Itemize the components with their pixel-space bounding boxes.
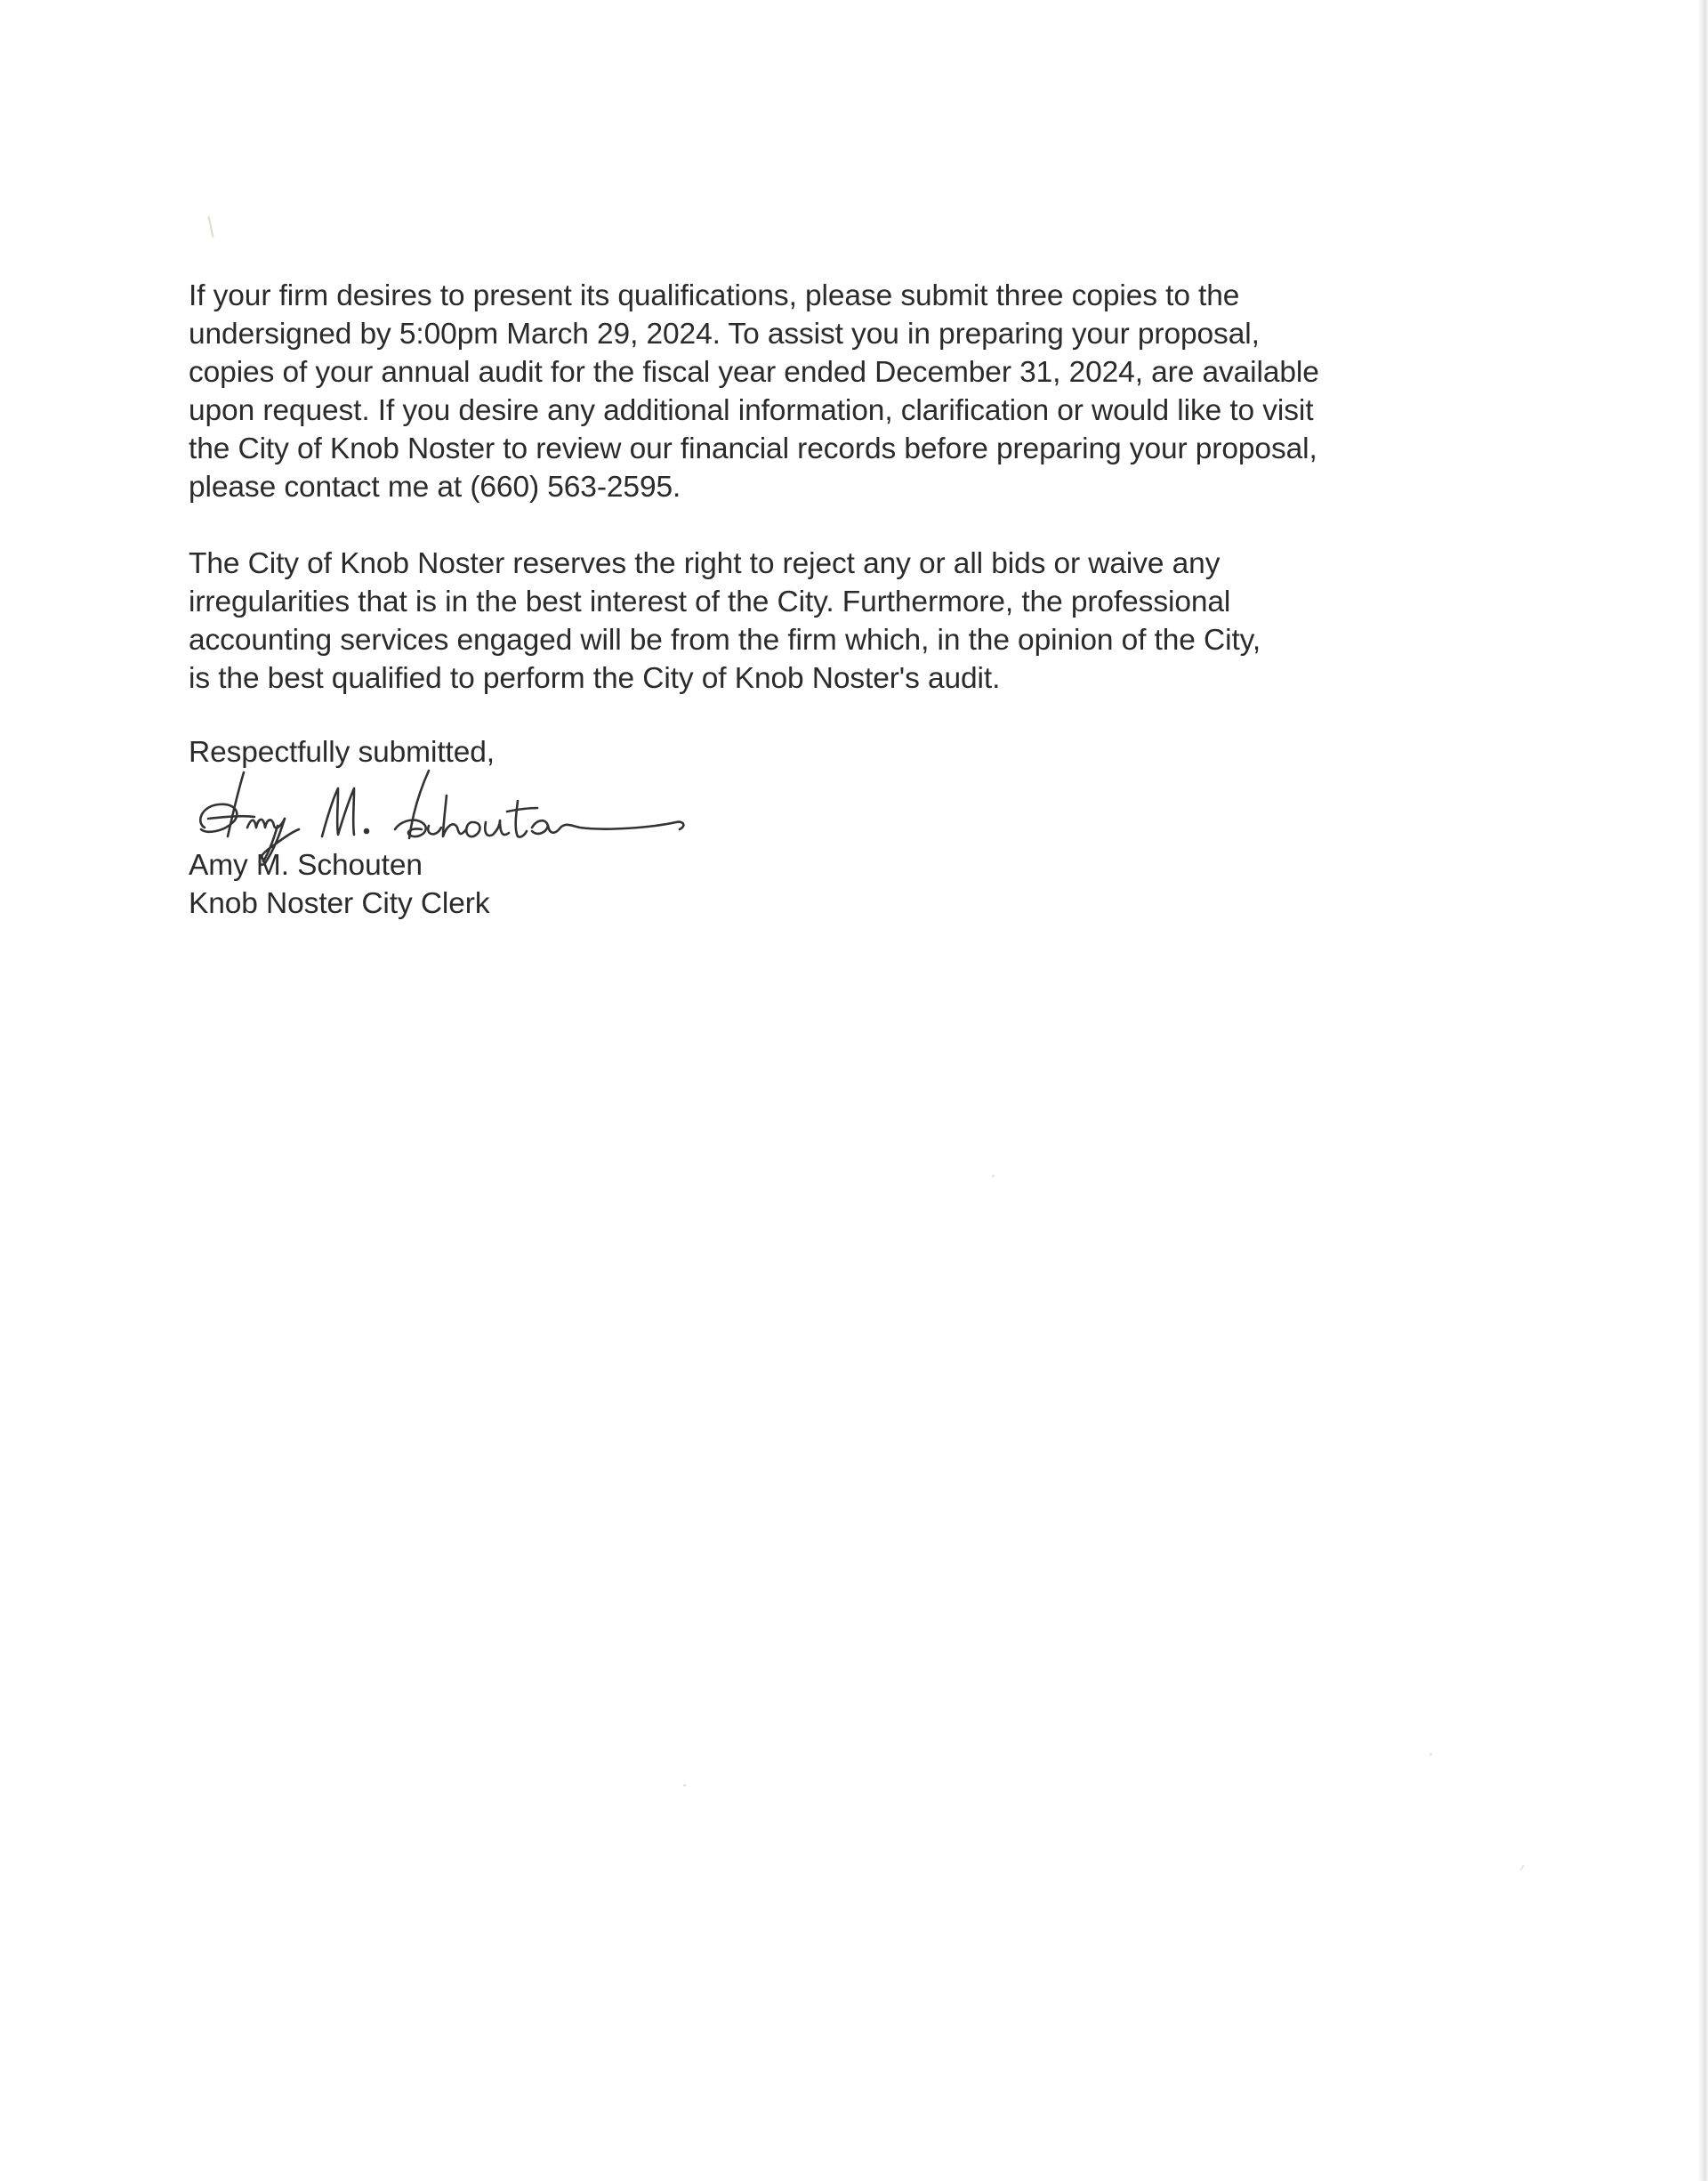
scan-artifact <box>208 216 214 238</box>
scan-speck <box>992 1175 995 1177</box>
signer-name: Amy M. Schouten <box>189 849 423 882</box>
paragraph-line: accounting services engaged will be from the firm which, in the opinion of the City, <box>189 624 1261 657</box>
paragraph-line: is the best qualified to perform the City of Knob Noster's audit. <box>189 662 1001 695</box>
paragraph-line: irregularities that is in the best interest of the City. Furthermore, the professional <box>189 586 1231 618</box>
paragraph-line: The City of Knob Noster reserves the right to reject any or all bids or waive any <box>189 547 1221 580</box>
scan-speck <box>1430 1753 1432 1756</box>
paragraph-line: copies of your annual audit for the fiscal year ended December 31, 2024, are available <box>189 356 1319 389</box>
paragraph-line: please contact me at (660) 563-2595. <box>189 471 681 504</box>
paragraph-line: undersigned by 5:00pm March 29, 2024. To assist you in preparing your proposal, <box>189 318 1260 351</box>
paragraph-line: upon request. If you desire any additional information, clarification or would like to visit <box>189 394 1314 427</box>
closing-salutation: Respectfully submitted, <box>189 736 495 769</box>
paragraph-line: the City of Knob Noster to review our financial records before preparing your proposal, <box>189 432 1317 465</box>
handwritten-signature-icon <box>189 763 758 870</box>
signer-title: Knob Noster City Clerk <box>189 887 490 920</box>
page-edge-shadow <box>1697 0 1708 2181</box>
scan-speck <box>1519 1864 1525 1871</box>
scan-speck <box>683 1784 686 1787</box>
paragraph-line: If your firm desires to present its qualifications, please submit three copies to the <box>189 279 1240 312</box>
